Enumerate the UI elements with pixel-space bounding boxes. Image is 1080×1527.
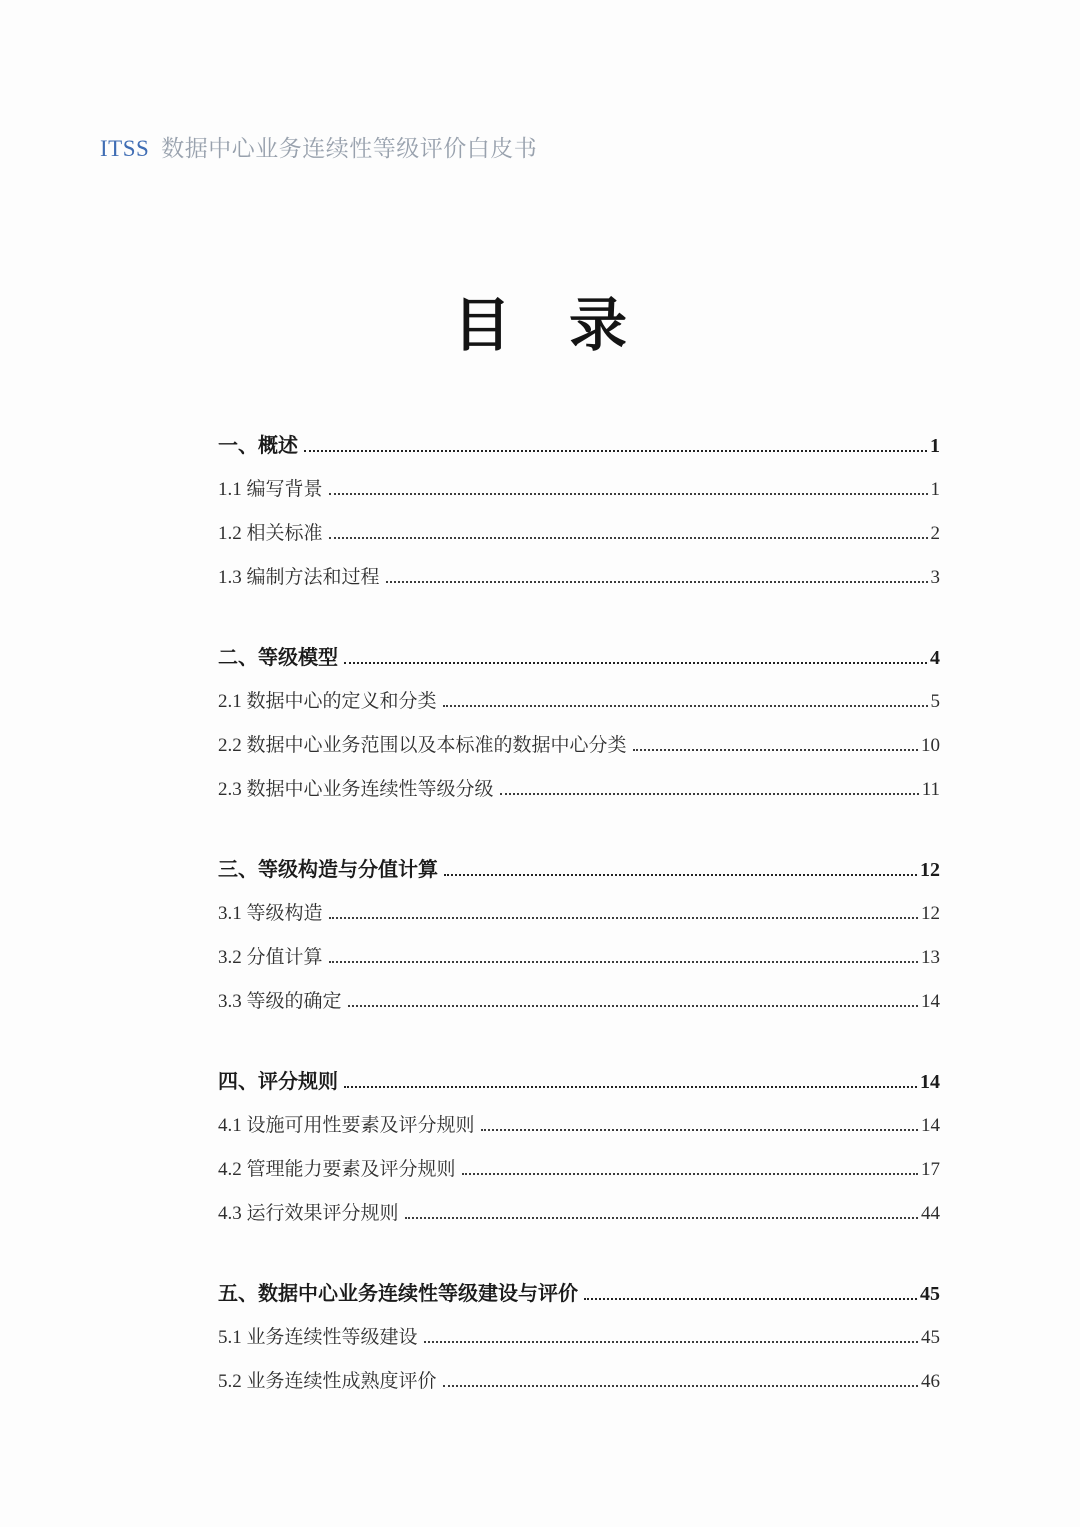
toc-entry — [218, 1104, 940, 1148]
dot-leader — [386, 579, 928, 583]
toc-entry-label: 3.3 等级的确定 — [218, 991, 342, 1012]
toc-page-number: 3 — [930, 567, 940, 588]
dot-leader — [424, 1339, 918, 1343]
toc-entry-label: 1.1 编写背景 — [218, 479, 323, 500]
toc-entry-label: 2.2 数据中心业务范围以及本标准的数据中心分类 — [218, 735, 627, 756]
toc-section-heading — [218, 1272, 940, 1316]
toc-title-char-1: 目 — [452, 293, 511, 358]
toc-entry-label: 四、评分规则 — [218, 1071, 338, 1093]
dot-leader — [500, 791, 919, 795]
toc-page-number: 17 — [921, 1159, 940, 1180]
toc-section — [218, 636, 940, 812]
dot-leader — [329, 959, 918, 963]
toc-page-number: 14 — [920, 1071, 940, 1093]
toc-entry — [218, 892, 940, 936]
brand-logo-text: ITSS — [100, 136, 150, 161]
toc-entry-label: 2.1 数据中心的定义和分类 — [218, 691, 437, 712]
toc-entry-label: 五、数据中心业务连续性等级建设与评价 — [218, 1283, 578, 1305]
toc-entry — [218, 512, 940, 556]
toc-entry-label: 1.2 相关标准 — [218, 523, 323, 544]
header-title: 数据中心业务连续性等级评价白皮书 — [161, 136, 538, 161]
toc-entry-label: 2.3 数据中心业务连续性等级分级 — [218, 779, 494, 800]
toc-page-number: 45 — [921, 1327, 940, 1348]
toc-entry-label: 3.2 分值计算 — [218, 947, 323, 968]
toc-entry — [218, 556, 940, 600]
dot-leader — [462, 1171, 918, 1175]
toc-entry-label: 3.1 等级构造 — [218, 903, 323, 924]
toc-page-number: 45 — [920, 1283, 940, 1305]
toc-page-number: 4 — [930, 647, 940, 669]
toc-section-heading — [218, 1060, 940, 1104]
dot-leader — [633, 747, 918, 751]
dot-leader — [348, 1003, 918, 1007]
toc-section — [218, 1060, 940, 1236]
toc-page-number: 5 — [930, 691, 940, 712]
toc-section-heading — [218, 636, 940, 680]
toc-entry — [218, 768, 940, 812]
toc-page-number: 2 — [930, 523, 940, 544]
toc-section-heading — [218, 424, 940, 468]
toc-entry — [218, 1316, 940, 1360]
toc-entry — [218, 1148, 940, 1192]
toc-entry — [218, 1360, 940, 1404]
toc-page-number: 10 — [921, 735, 940, 756]
toc-page-number: 14 — [921, 1115, 940, 1136]
toc-page-number: 14 — [921, 991, 940, 1012]
toc-page-number: 11 — [921, 779, 940, 800]
toc-entry-label: 一、概述 — [218, 435, 298, 457]
toc-entry — [218, 724, 940, 768]
toc-entry-label: 三、等级构造与分值计算 — [218, 859, 438, 881]
toc-section — [218, 424, 940, 600]
toc-page-number: 44 — [921, 1203, 940, 1224]
dot-leader — [329, 535, 928, 539]
dot-leader — [584, 1296, 917, 1300]
dot-leader — [481, 1127, 918, 1131]
dot-leader — [344, 1084, 917, 1088]
toc-entry — [218, 468, 940, 512]
dot-leader — [444, 872, 917, 876]
toc-page-number: 1 — [930, 435, 940, 457]
toc-entry — [218, 980, 940, 1024]
dot-leader — [304, 448, 927, 452]
toc-entry-label: 4.1 设施可用性要素及评分规则 — [218, 1115, 475, 1136]
dot-leader — [329, 915, 918, 919]
dot-leader — [344, 660, 927, 664]
toc-list — [218, 424, 940, 1404]
toc-entry-label: 4.3 运行效果评分规则 — [218, 1203, 399, 1224]
toc-page-number: 12 — [921, 903, 940, 924]
dot-leader — [443, 703, 928, 707]
document-header — [100, 130, 537, 163]
toc-entry — [218, 680, 940, 724]
toc-entry-label: 二、等级模型 — [218, 647, 338, 669]
dot-leader — [405, 1215, 918, 1219]
toc-page-number: 12 — [920, 859, 940, 881]
toc-section-heading — [218, 848, 940, 892]
toc-entry — [218, 936, 940, 980]
dot-leader — [329, 491, 928, 495]
toc-title-char-2: 录 — [569, 293, 628, 358]
toc-title — [0, 294, 1080, 358]
toc-section — [218, 1272, 940, 1404]
toc-entry-label: 5.2 业务连续性成熟度评价 — [218, 1371, 437, 1392]
toc-entry-label: 4.2 管理能力要素及评分规则 — [218, 1159, 456, 1180]
toc-page-number: 1 — [930, 479, 940, 500]
toc-entry-label: 5.1 业务连续性等级建设 — [218, 1327, 418, 1348]
toc-entry-label: 1.3 编制方法和过程 — [218, 567, 380, 588]
toc-page-number: 46 — [921, 1371, 940, 1392]
toc-page-number: 13 — [921, 947, 940, 968]
toc-section — [218, 848, 940, 1024]
dot-leader — [443, 1383, 918, 1387]
toc-entry — [218, 1192, 940, 1236]
